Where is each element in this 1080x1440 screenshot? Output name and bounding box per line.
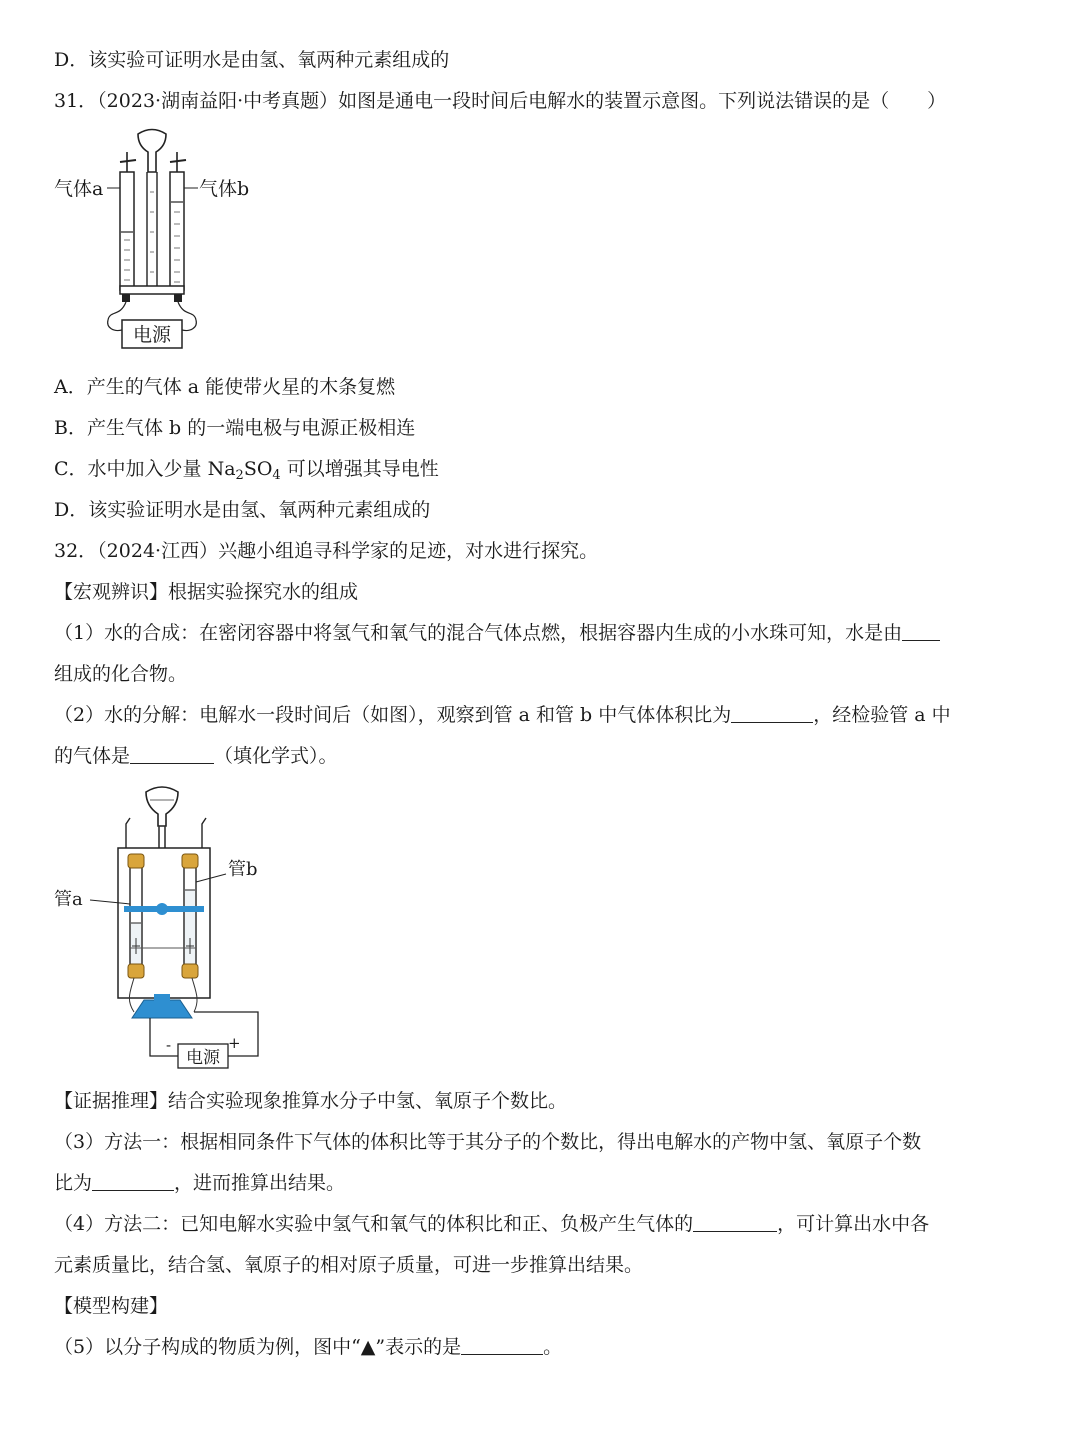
tube-a (120, 172, 134, 290)
gas-b-label: 气体b (199, 178, 250, 200)
answer-blank-5[interactable] (693, 1211, 777, 1232)
answer-blank-1[interactable] (902, 620, 940, 641)
q31-option-b: B．产生气体 b 的一端电极与电源正极相连 (54, 417, 416, 439)
q32-part1-line2: 组成的化合物。 (54, 663, 188, 685)
answer-blank-3[interactable] (130, 743, 214, 764)
q31-option-d: D．该实验证明水是由氢、氧两种元素组成的 (54, 499, 431, 521)
minus-sign: - (166, 1036, 172, 1054)
gas-a-label: 气体a (54, 178, 104, 200)
valve-b-bottom (182, 964, 198, 978)
q32-part2-line1: （2）水的分解：电解水一段时间后（如图），观察到管 a 和管 b 中气体体积比为 ，经检验管 a 中 (54, 704, 951, 726)
electrode-right (174, 294, 182, 302)
power-label: 电源 (186, 1048, 220, 1068)
q32-part2-line2: 的气体是 （填化学式）。 (54, 745, 338, 767)
q32-hofmann-figure (50, 778, 280, 1070)
q30-option-d: D．该实验可证明水是由氢、氧两种元素组成的 (54, 49, 450, 71)
q32-section-evidence: 【证据推理】结合实验现象推算水分子中氢、氧原子个数比。 (54, 1090, 568, 1112)
power-label: 电源 (132, 324, 172, 346)
funnel-icon (146, 787, 178, 826)
valve-b-top (182, 854, 198, 868)
q32-part5: （5）以分子构成的物质为例，图中“▲”表示的是 。 (54, 1336, 563, 1358)
q31-option-c: C．水中加入少量 $Na_2SO_4$ 可以增强其导电性 (54, 458, 439, 483)
q32-part3-line1: （3）方法一：根据相同条件下气体的体积比等于其分子的个数比，得出电解水的产物中氢、氧原子个数 (54, 1131, 922, 1153)
funnel-icon (138, 130, 166, 173)
q32-section-macro: 【宏观辨识】根据实验探究水的组成 (54, 581, 359, 603)
answer-blank-2[interactable] (731, 702, 813, 723)
q31-option-a: A．产生的气体 a 能使带火星的木条复燃 (54, 376, 396, 398)
q31-electrolysis-figure (50, 122, 260, 354)
valve-a-top (128, 854, 144, 868)
q32-section-model: 【模型构建】 (54, 1295, 169, 1317)
valve-a-bottom (128, 964, 144, 978)
q31-stem: 31．（2023·湖南益阳·中考真题）如图是通电一段时间后电解水的装置示意图。下列说法错误的是（ ） (54, 90, 947, 112)
tube-a-label: 管a (54, 889, 83, 910)
q32-part4-line2: 元素质量比，结合氢、氧原子的相对原子质量，可进一步推算出结果。 (54, 1254, 644, 1276)
q32-stem: 32．（2024·江西）兴趣小组追寻科学家的足迹，对水进行探究。 (54, 540, 599, 562)
stand-base (132, 1000, 192, 1018)
tube-b-label: 管b (228, 859, 258, 880)
q32-part1-line1: （1）水的合成：在密闭容器中将氢气和氧气的混合气体点燃，根据容器内生成的小水珠可知，水是由 (54, 620, 940, 646)
answer-blank-4[interactable] (92, 1170, 174, 1191)
q32-part3-line2: 比为 ，进而推算出结果。 (54, 1172, 346, 1194)
plus-sign: + (228, 1034, 241, 1052)
electrode-left (122, 294, 130, 302)
q32-part4-line1: （4）方法二：已知电解水实验中氢气和氧气的体积比和正、负极产生气体的 ，可计算出水中各 (54, 1213, 930, 1235)
answer-blank-6[interactable] (461, 1334, 543, 1355)
